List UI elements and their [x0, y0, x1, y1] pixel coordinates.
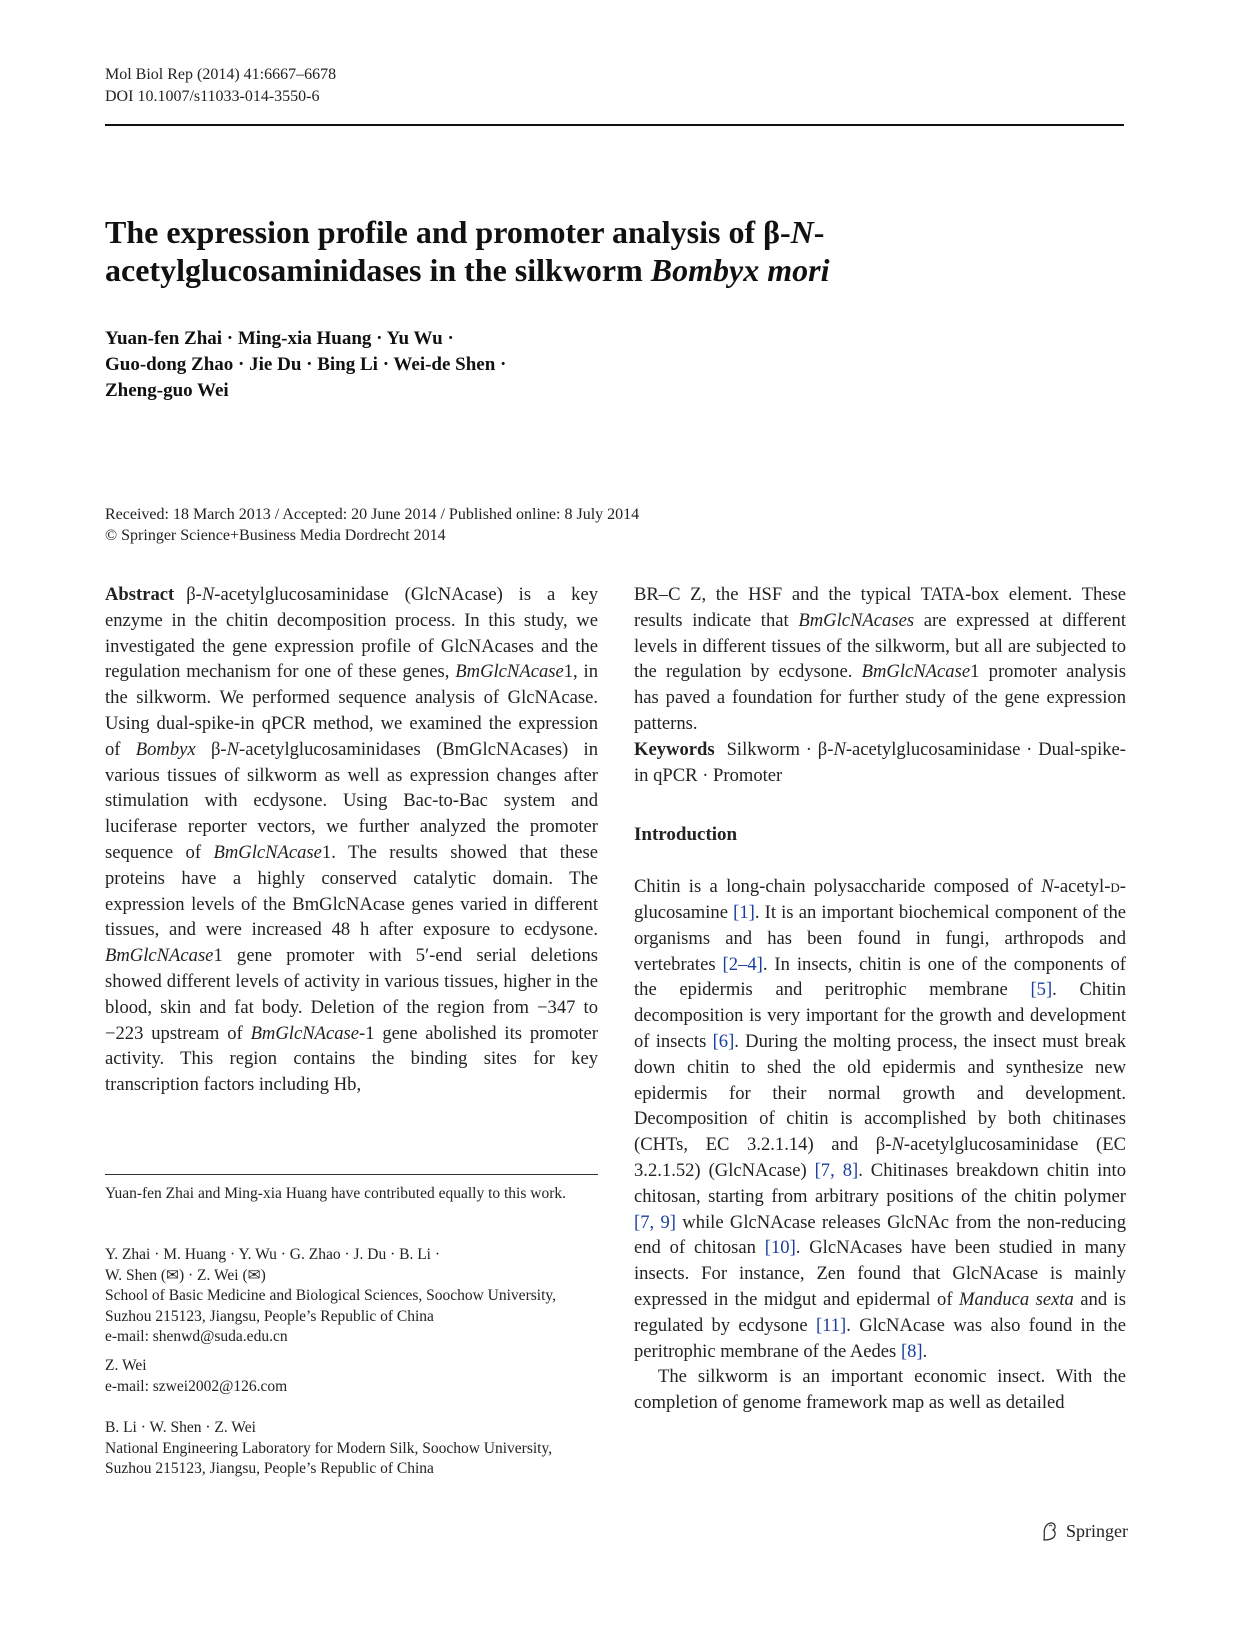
- journal-reference: Mol Biol Rep (2014) 41:6667–6678: [105, 66, 337, 83]
- citation-link[interactable]: [2–4]: [722, 953, 763, 975]
- keywords-label: Keywords: [634, 738, 715, 760]
- copyright-line: © Springer Science+Business Media Dordrecht 2014: [105, 527, 446, 544]
- publication-dates: [105, 504, 905, 546]
- doi[interactable]: DOI 10.1007/s11033-014-3550-6: [105, 88, 320, 105]
- citation-link[interactable]: [10]: [764, 1237, 796, 1259]
- footnote-rule: [105, 1174, 598, 1175]
- publisher-name: Springer: [1066, 1520, 1128, 1541]
- citation-link[interactable]: [7, 9]: [634, 1211, 676, 1233]
- citation-link[interactable]: [7, 8]: [814, 1159, 859, 1181]
- equal-contribution-note: Yuan-fen Zhai and Ming-xia Huang have contributed equally to this work.: [105, 1185, 567, 1202]
- abstract-part1: Abstract β-N-acetylglucosaminidase (GlcNAcase) is a key enzyme in the chitin decomposition process. In this study, we investigated the gene expression profile of GlcNAcases and the regulation mechanism for one of these genes, BmGlcNAcase1, in the silkworm. We performed sequence analysis of GlcNAcase. Using dual-spike-in qPCR method, we examined the expression of Bombyx β-N-acetylglucosaminidases (BmGlcNAcases) in various tissues of silkworm as well as expression changes after stimulation with ecdysone. Using Bac-to-Bac system and luciferase reporter vectors, we further analyzed the promoter sequence of BmGlcNAcase1. The results showed that these proteins have a highly conserved catalytic domain. The expression levels of the BmGlcNAcase genes varied in different tissues, and were increased 48 h after exposure to ecdysone. BmGlcNAcase1 gene promoter with 5′-end serial deletions showed different levels of activity in various tissues, higher in the blood, skin and fat body. Deletion of the region from −347 to −223 upstream of BmGlcNAcase-1 gene abolished its promoter activity. This region contains the binding sites for key transcription factors including Hb,: [105, 584, 599, 1096]
- introduction-paragraph-2: The silkworm is an important economic insect. With the completion of genome framework map as well as detailed: [634, 1366, 1126, 1414]
- springer-horse-icon: [1040, 1520, 1060, 1542]
- article-title: The expression profile and promoter analysis of β-N-acetylglucosaminidases in the silkworm Bombyx mori: [105, 214, 830, 288]
- header-rule: [105, 124, 1124, 126]
- citation-link[interactable]: [6]: [712, 1030, 735, 1052]
- citation-link[interactable]: [5]: [1030, 979, 1053, 1001]
- citation-link[interactable]: [1]: [733, 901, 755, 923]
- journal-citation: [105, 64, 336, 108]
- publisher-logo: [1040, 1520, 1128, 1542]
- keywords: Keywords Silkworm · β-N-acetylglucosaminidase · Dual-spike-in qPCR · Promoter: [634, 738, 1126, 786]
- email-szwei[interactable]: e-mail: szwei2002@126.com: [105, 1377, 288, 1395]
- abstract-continued: [634, 582, 1126, 737]
- citation-link[interactable]: [8]: [900, 1340, 923, 1362]
- affiliation-3: B. Li · W. Shen · Z. Wei National Engineering Laboratory for Modern Silk, Soochow University, Suzhou 215123, Jiangsu, People’s Republic of China: [105, 1419, 553, 1477]
- abstract-continued-text: BR–C Z, the HSF and the typical TATA-box element. These results indicate that BmGlcNAcases are expressed at different levels in different tissues of the silkworm, but all are subjected to the regulation by ecdysone. BmGlcNAcase1 promoter analysis has paved a foundation for further study of the gene expression patterns.: [634, 584, 1126, 734]
- affiliation-2: Z. Wei e-mail: szwei2002@126.com: [105, 1356, 598, 1397]
- citation-link[interactable]: [11]: [815, 1314, 847, 1336]
- received-accepted-dates: Received: 18 March 2013 / Accepted: 20 June 2014 / Published online: 8 July 2014: [105, 506, 640, 523]
- right-column: [634, 582, 1126, 1416]
- abstract-label: Abstract: [105, 584, 175, 605]
- author-list: Yuan-fen Zhai · Ming-xia Huang · Yu Wu · Guo-dong Zhao · Jie Du · Bing Li · Wei-de Shen · Zheng-guo Wei: [105, 328, 507, 401]
- affiliation-1: Y. Zhai · M. Huang · Y. Wu · G. Zhao · J. Du · B. Li · W. Shen (✉) · Z. Wei (✉) School of Basic Medicine and Biological Sciences, Soochow University, Suzhou 215123, Jiangsu, People’s Republic of China e-mail: shenwd@suda.edu.cn: [105, 1245, 598, 1348]
- email-shenwd[interactable]: e-mail: shenwd@suda.edu.cn: [105, 1328, 288, 1345]
- introduction-paragraph-1: Chitin is a long-chain polysaccharide composed of N-acetyl-d-glucosamine [1]. It is an important biochemical component of the organisms and has been found in fungi, arthropods and vertebrates [2–4]. In insects, chitin is one of the components of the epidermis and peritrophic membrane [5]. Chitin decomposition is very important for the growth and development of insects [6]. During the molting process, the insect must break down chitin to shed the old epidermis and synthesize new epidermis for their normal growth and development. Decomposition of chitin is accomplished by both chitinases (CHTs, EC 3.2.1.14) and β-N-acetylglucosaminidase (EC 3.2.1.52) (GlcNAcase) [7, 8]. Chitinases breakdown chitin into chitosan, starting from arbitrary positions of the chitin polymer [7, 9] while GlcNAcase releases GlcNAc from the non-reducing end of chitosan [10]. GlcNAcases have been studied in many insects. For instance, Zen found that GlcNAcase is mainly expressed in the midgut and epidermal of Manduca sexta and is regulated by ecdysone [11]. GlcNAcase was also found in the peritrophic membrane of the Aedes [8].: [634, 876, 1127, 1362]
- introduction-heading: Introduction: [634, 824, 738, 846]
